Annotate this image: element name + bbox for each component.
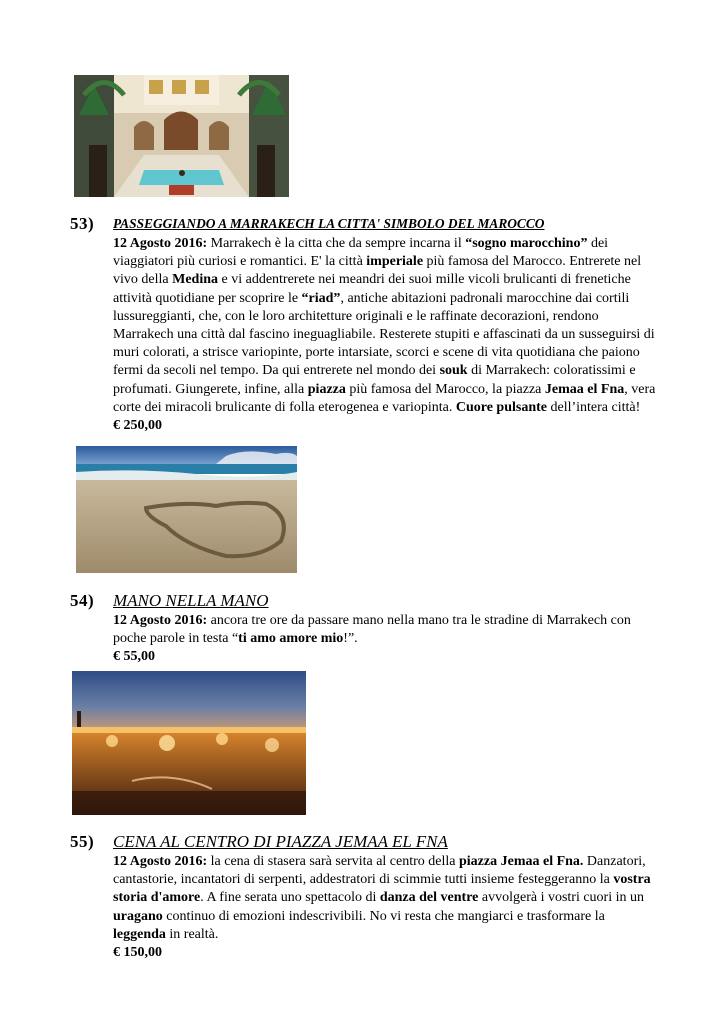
section-body: 12 Agosto 2016: ancora tre ore da passare mano nella mano tra le stradine di Marrakech con poche parole in testa “ti amo amore mio!”. € 55,00 <box>113 612 658 667</box>
section-number: 55) <box>70 832 95 851</box>
section-date: 12 Agosto 2016: <box>113 854 208 869</box>
section-title: CENA AL CENTRO DI PIAZZA JEMAA EL FNA <box>113 832 448 851</box>
section-price: € 250,00 <box>113 418 162 434</box>
section-body: 12 Agosto 2016: Marrakech è la citta che da sempre incarna il “sogno marocchino” dei viaggiatori più curiosi e romantici. E' la città imperiale più famosa del Marocco. Entrerete nel vivo della Medina e vi addentrerete nei meandri dei suoi mille vicoli brulicanti di frenetiche attività quotidiane per scoprire le “riad”, antiche abitazioni padronali marocchine dai cortili lussureggianti, che, con le loro architetture originali e le raffinate decorazioni, rendono Marrakech una città dal fascino ineguagliabile. Resterete stupiti e affascinati da un susseguirsi di muri colorati, a strisce variopinte, porte intarsiate, scorci e scene di vita quotidiana che paiono fermi da secoli nel tempo. Da qui entrerete nel mondo dei souk di Marrakech: coloratissimi e profumati. Giungerete, infine, alla piazza più famosa del Marocco, la piazza Jemaa el Fna, vera corte dei miracoli brulicante di folla eterogenea e variopinta. Cuore pulsante dell’intera città! € 250,00 <box>113 235 658 435</box>
section-number: 53) <box>70 214 95 233</box>
section-title: MANO NELLA MANO <box>113 591 269 610</box>
section-date: 12 Agosto 2016: <box>113 236 208 251</box>
riad-courtyard-image <box>74 75 289 197</box>
section-price: € 150,00 <box>113 945 162 961</box>
section-price: € 55,00 <box>113 649 155 665</box>
jemaa-el-fna-image <box>72 671 306 815</box>
section-body: 12 Agosto 2016: la cena di stasera sarà servita al centro della piazza Jemaa el Fna. Danzatori, cantastorie, incantatori di serpenti, addestratori di scimmie tutti insieme festeggeranno la vostra storia d'amore. A fine serata uno spettacolo di danza del ventre avvolgerà i vostri cuori in un uragano continuo di emozioni indescrivibili. No vi resta che mangiarci e trasformare la leggenda in realtà. € 150,00 <box>113 853 658 962</box>
section-title: PASSEGGIANDO A MARRAKECH LA CITTA' SIMBOLO DEL MAROCCO <box>113 216 545 231</box>
section-date: 12 Agosto 2016: <box>113 613 208 628</box>
beach-heart-image <box>76 446 297 573</box>
section-number: 54) <box>70 591 95 610</box>
